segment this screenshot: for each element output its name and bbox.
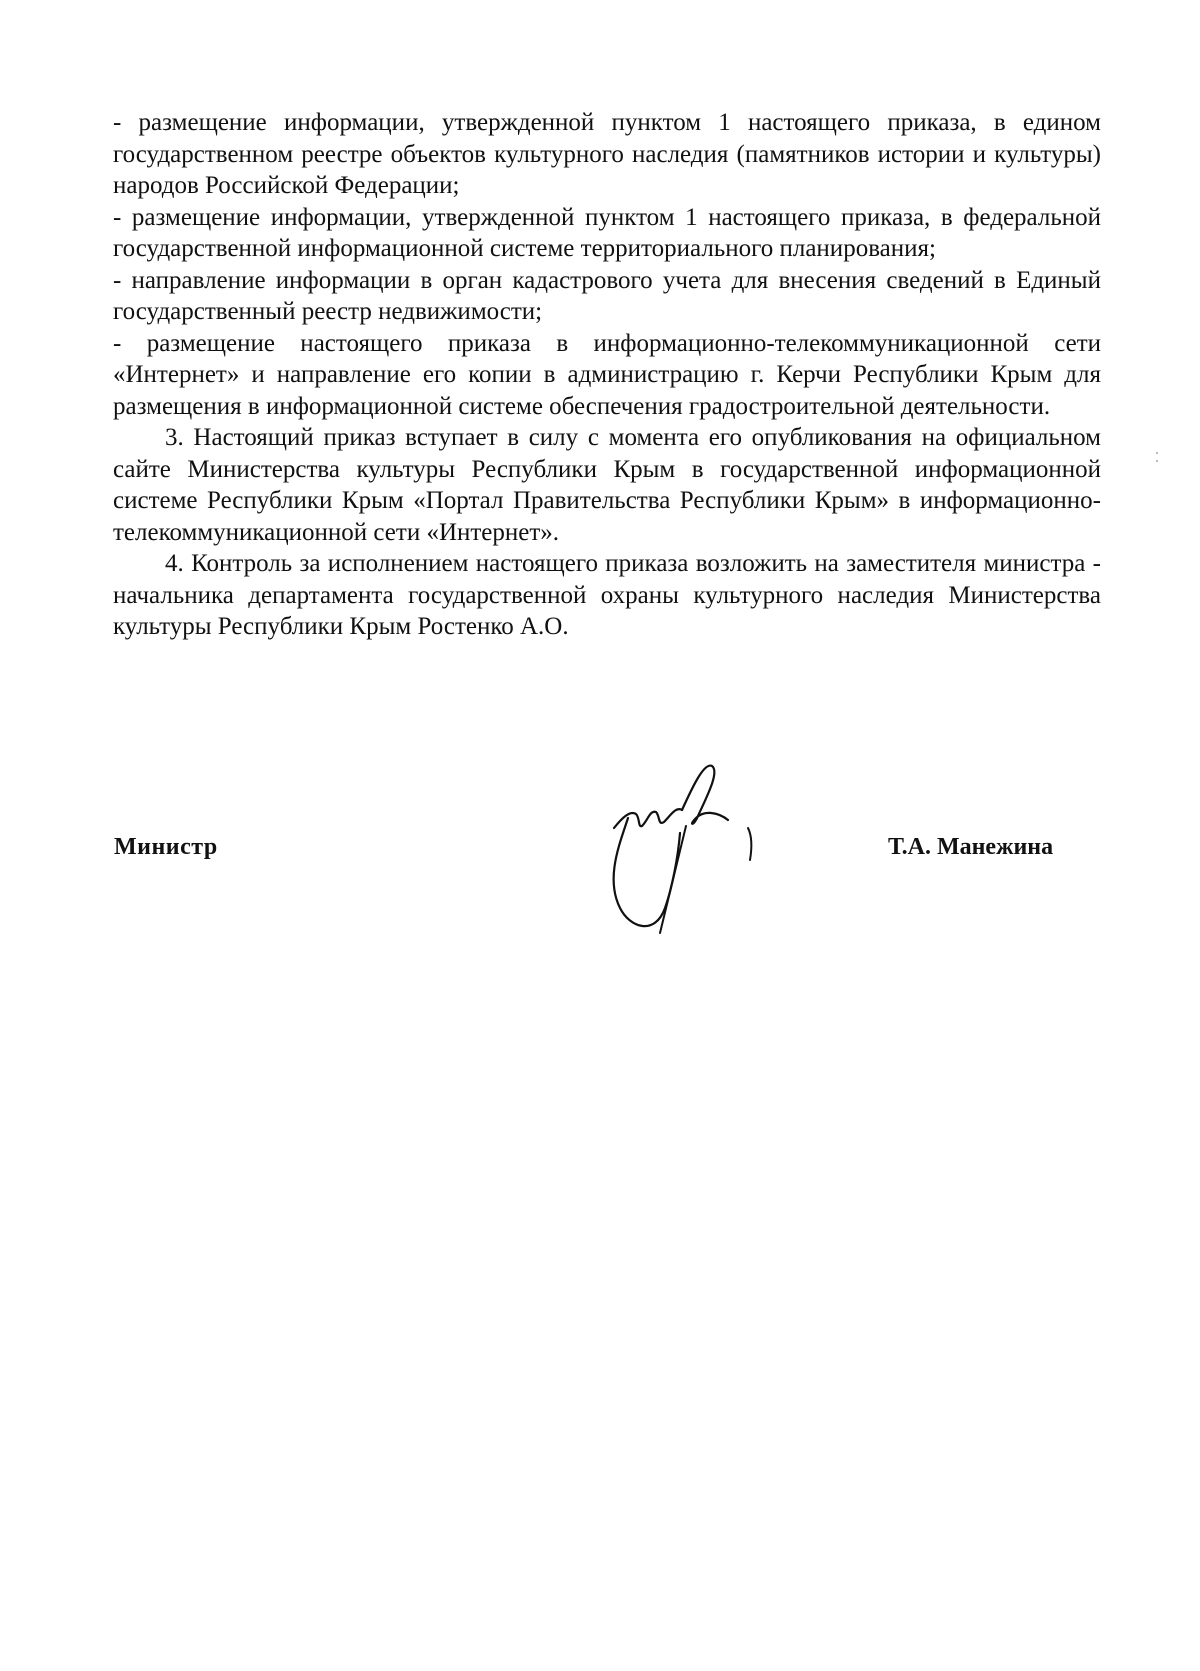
signatory-position: Министр bbox=[114, 834, 218, 860]
list-item: - размещение информации, утвержденной пунктом 1 настоящего приказа, в федеральной государственной информационной системе территориального планирования; bbox=[113, 203, 1101, 262]
list-item: - направление информации в орган кадастрового учета для внесения сведений в Единый государственный реестр недвижимости; bbox=[113, 266, 1101, 325]
handwritten-signature bbox=[600, 748, 760, 938]
clause-4: 4. Контроль за исполнением настоящего приказа возложить на заместителя министра - начальника департамента государственной охраны культурного наследия Министерства культуры Республики Крым Ростенко А.О. bbox=[113, 550, 1101, 640]
scan-speck bbox=[1156, 452, 1158, 454]
list-item: - размещение информации, утвержденной пунктом 1 настоящего приказа, в едином государственном реестре объектов культурного наследия (памятников истории и культуры) народов Российской Федерации; bbox=[113, 109, 1101, 199]
scan-speck bbox=[1156, 460, 1158, 462]
list-item: - размещение настоящего приказа в информационно-телекоммуникационной сети «Интернет» и направление его копии в администрацию г. Керчи Республики Крым для размещения в информационной системе обеспечения градостроительной деятельности. bbox=[113, 329, 1101, 420]
signatory-name: Т.А. Манежина bbox=[888, 834, 1054, 860]
document-body bbox=[113, 107, 1101, 643]
clause-3: 3. Настоящий приказ вступает в силу с момента его опубликования на официальном сайте Министерства культуры Республики Крым в государственной информационной системе Республики Крым «Портал Правительства Республики Крым» в информационно-телекоммуникационной сети «Интернет». bbox=[113, 424, 1101, 546]
